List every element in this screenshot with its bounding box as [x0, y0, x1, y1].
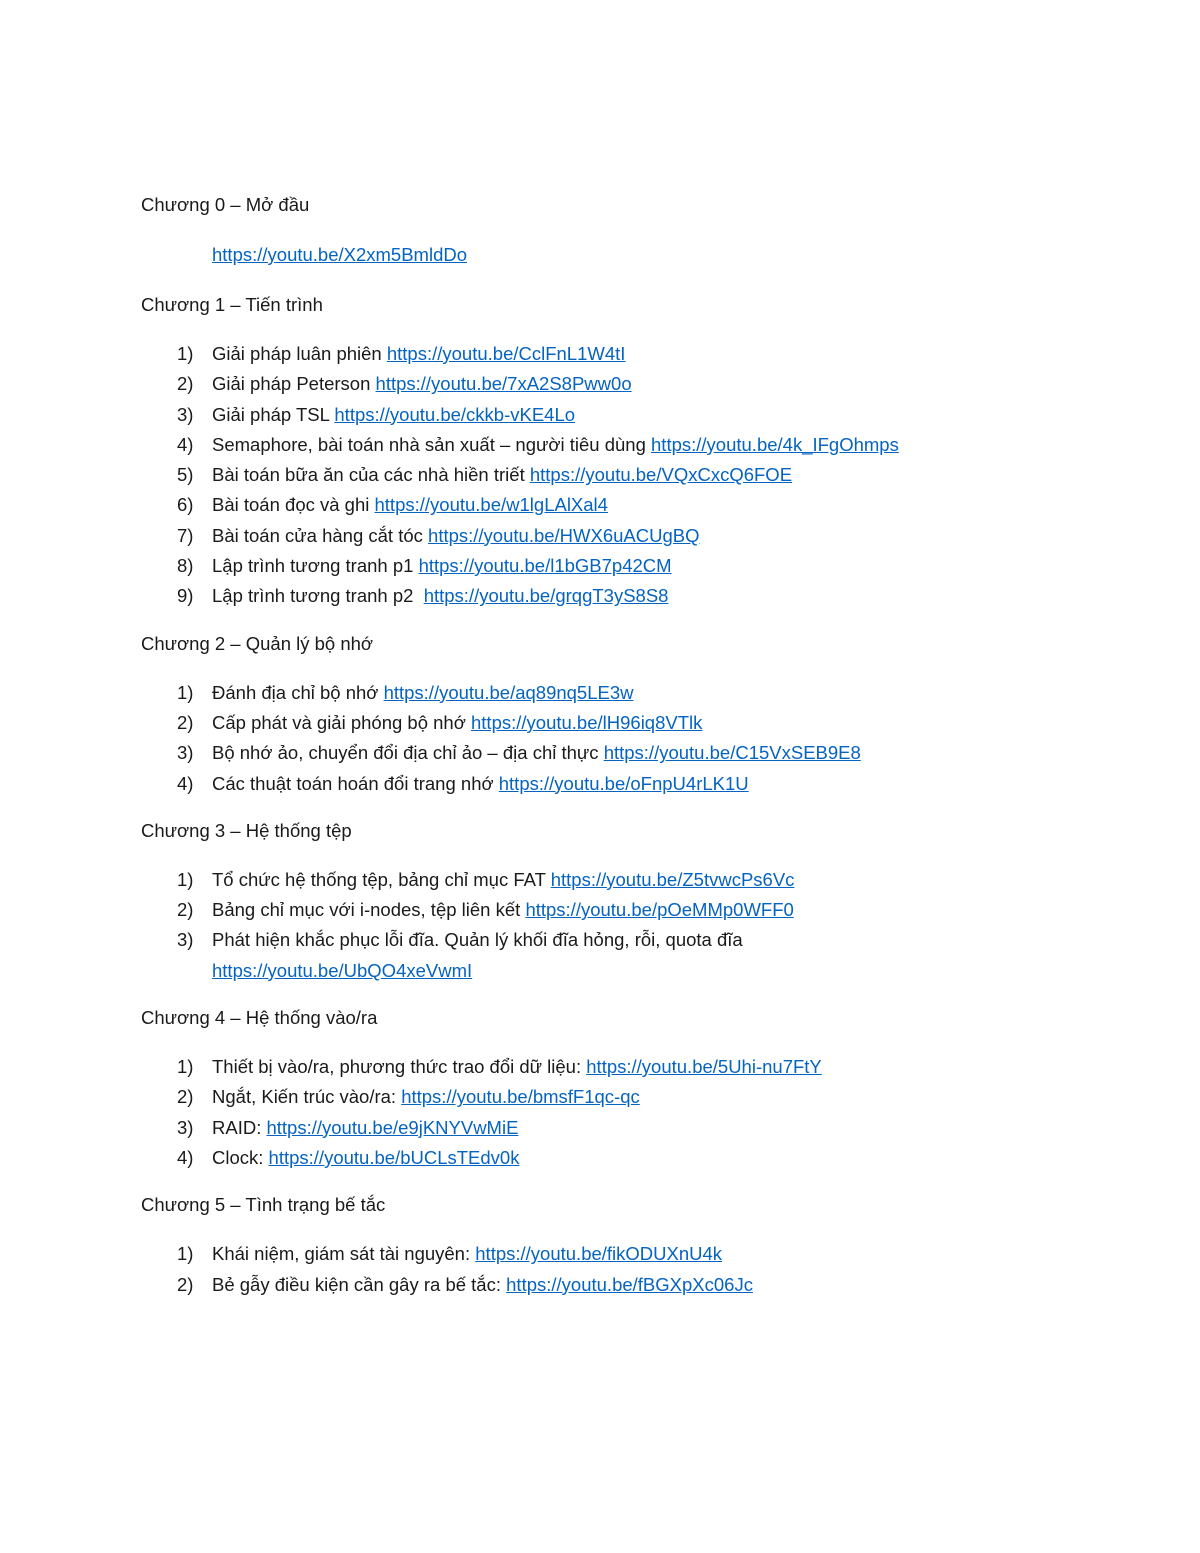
list-item	[141, 708, 1101, 738]
video-link[interactable]: https://youtu.be/fBGXpXc06Jc	[506, 1273, 753, 1295]
video-link[interactable]: https://youtu.be/4k_IFgOhmps	[651, 433, 899, 455]
chapter-5-list	[141, 1239, 1101, 1300]
item-number: 4)	[177, 433, 194, 455]
video-link[interactable]: https://youtu.be/HWX6uACUgBQ	[428, 524, 700, 546]
item-text: Giải pháp Peterson	[212, 373, 376, 395]
video-link[interactable]: https://youtu.be/aq89nq5LE3w	[383, 681, 634, 703]
item-number: 2)	[177, 373, 194, 395]
video-link[interactable]: https://youtu.be/VQxCxcQ6FOE	[529, 464, 793, 486]
chapter-title: Chương 3 – Hệ thống tệp	[141, 819, 352, 841]
list-item	[141, 1082, 1101, 1112]
list-item	[141, 521, 1101, 551]
video-link[interactable]: https://youtu.be/pOeMMp0WFF0	[525, 899, 794, 921]
chapter-title: Chương 5 – Tình trạng bế tắc	[141, 1194, 386, 1216]
chapter-title: Chương 0 – Mở đầu	[141, 194, 310, 215]
item-text: Đánh địa chỉ bộ nhớ	[212, 681, 384, 703]
item-number: 1)	[177, 343, 194, 364]
item-number: 1)	[177, 868, 194, 890]
chapter-5	[141, 1193, 1101, 1300]
item-text: Bài toán bữa ăn của các nhà hiền triết	[212, 464, 530, 486]
chapter-0	[141, 193, 1101, 293]
chapter-title: Chương 1 – Tiến trình	[141, 294, 323, 315]
video-link[interactable]: https://youtu.be/X2xm5BmldDo	[212, 244, 468, 265]
item-number: 2)	[177, 711, 194, 733]
document-body	[141, 193, 1101, 1300]
item-text: Bài toán cửa hàng cắt tóc	[212, 524, 429, 546]
item-text: Bài toán đọc và ghi	[212, 494, 375, 516]
list-item	[141, 581, 1101, 611]
chapter-title: Chương 4 – Hệ thống vào/ra	[141, 1007, 378, 1029]
item-text: Lập trình tương tranh p2	[212, 585, 424, 607]
item-number: 3)	[177, 929, 194, 951]
item-number: 1)	[177, 1056, 194, 1078]
item-number: 3)	[177, 742, 194, 764]
chapter-1-list	[141, 339, 1101, 612]
item-number: 8)	[177, 555, 194, 577]
item-text: Ngắt, Kiến trúc vào/ra:	[212, 1086, 402, 1108]
video-link[interactable]: https://youtu.be/UbQO4xeVwmI	[212, 959, 473, 981]
video-link[interactable]: https://youtu.be/grqgT3yS8S8	[423, 585, 669, 607]
intro-link-row	[141, 243, 1101, 267]
video-link[interactable]: https://youtu.be/5Uhi-nu7FtY	[586, 1056, 822, 1078]
item-number: 2)	[177, 899, 194, 921]
list-item	[141, 1052, 1101, 1082]
list-item	[141, 551, 1101, 581]
list-item	[141, 769, 1101, 799]
video-link[interactable]: https://youtu.be/l1bGB7p42CM	[418, 555, 672, 577]
chapter-4	[141, 1006, 1101, 1193]
item-text: RAID:	[212, 1116, 267, 1138]
item-number: 3)	[177, 1116, 194, 1138]
list-item	[141, 430, 1101, 460]
video-link[interactable]: https://youtu.be/bmsfF1qc-qc	[401, 1086, 640, 1108]
item-text: Các thuật toán hoán đổi trang nhớ	[212, 772, 499, 794]
list-item	[141, 925, 1101, 986]
list-item	[141, 490, 1101, 520]
video-link[interactable]: https://youtu.be/fikODUXnU4k	[475, 1243, 723, 1265]
chapter-2	[141, 632, 1101, 819]
item-number: 6)	[177, 494, 194, 516]
list-item	[141, 1239, 1101, 1269]
item-text: Phát hiện khắc phục lỗi đĩa. Quản lý khối đĩa hỏng, rỗi, quota đĩa	[212, 929, 743, 951]
list-item	[141, 369, 1101, 399]
list-item	[141, 400, 1101, 430]
item-text: Giải pháp luân phiên	[212, 343, 387, 364]
video-link[interactable]: https://youtu.be/Z5tvwcPs6Vc	[550, 868, 795, 890]
video-link[interactable]: https://youtu.be/7xA2S8Pww0o	[375, 373, 632, 395]
item-number: 9)	[177, 585, 194, 607]
item-number: 5)	[177, 464, 194, 486]
item-number: 1)	[177, 1243, 194, 1265]
list-item	[141, 339, 1101, 369]
item-number: 7)	[177, 524, 194, 546]
list-item	[141, 865, 1101, 895]
list-item	[141, 1270, 1101, 1300]
item-text: Cấp phát và giải phóng bộ nhớ	[212, 711, 471, 733]
item-number: 3)	[177, 403, 194, 425]
chapter-3	[141, 819, 1101, 1006]
chapter-2-list	[141, 678, 1101, 799]
chapter-1	[141, 293, 1101, 632]
item-number: 2)	[177, 1086, 194, 1108]
chapter-4-list	[141, 1052, 1101, 1173]
list-item	[141, 460, 1101, 490]
item-number: 4)	[177, 772, 194, 794]
video-link[interactable]: https://youtu.be/CclFnL1W4tI	[386, 343, 626, 364]
list-item	[141, 895, 1101, 925]
list-item	[141, 1143, 1101, 1173]
item-text: Bảng chỉ mục với i-nodes, tệp liên kết	[212, 899, 526, 921]
item-text: Semaphore, bài toán nhà sản xuất – người tiêu dùng	[212, 433, 652, 455]
video-link[interactable]: https://youtu.be/bUCLsTEdv0k	[268, 1146, 520, 1168]
item-number: 1)	[177, 681, 194, 703]
video-link[interactable]: https://youtu.be/e9jKNYVwMiE	[266, 1116, 519, 1138]
video-link[interactable]: https://youtu.be/ckkb-vKE4Lo	[334, 403, 576, 425]
video-link[interactable]: https://youtu.be/w1lgLAlXal4	[374, 494, 608, 516]
item-text: Lập trình tương tranh p1	[212, 555, 419, 577]
item-text: Giải pháp TSL	[212, 403, 335, 425]
item-text: Tổ chức hệ thống tệp, bảng chỉ mục FAT	[212, 868, 551, 890]
item-text: Clock:	[212, 1146, 269, 1168]
item-text: Khái niệm, giám sát tài nguyên:	[212, 1243, 476, 1265]
item-number: 2)	[177, 1273, 194, 1295]
video-link[interactable]: https://youtu.be/lH96iq8VTlk	[471, 711, 703, 733]
video-link[interactable]: https://youtu.be/C15VxSEB9E8	[603, 742, 861, 764]
item-text: Bộ nhớ ảo, chuyển đổi địa chỉ ảo – địa chỉ thực	[212, 742, 604, 764]
list-item	[141, 738, 1101, 768]
item-text: Bẻ gẫy điều kiện cần gây ra bế tắc:	[212, 1273, 507, 1295]
item-text: Thiết bị vào/ra, phương thức trao đổi dữ liệu:	[212, 1056, 587, 1078]
chapter-3-list	[141, 865, 1101, 986]
item-number: 4)	[177, 1146, 194, 1168]
list-item	[141, 678, 1101, 708]
video-link[interactable]: https://youtu.be/oFnpU4rLK1U	[498, 772, 749, 794]
list-item	[141, 1113, 1101, 1143]
chapter-title: Chương 2 – Quản lý bộ nhớ	[141, 632, 374, 654]
